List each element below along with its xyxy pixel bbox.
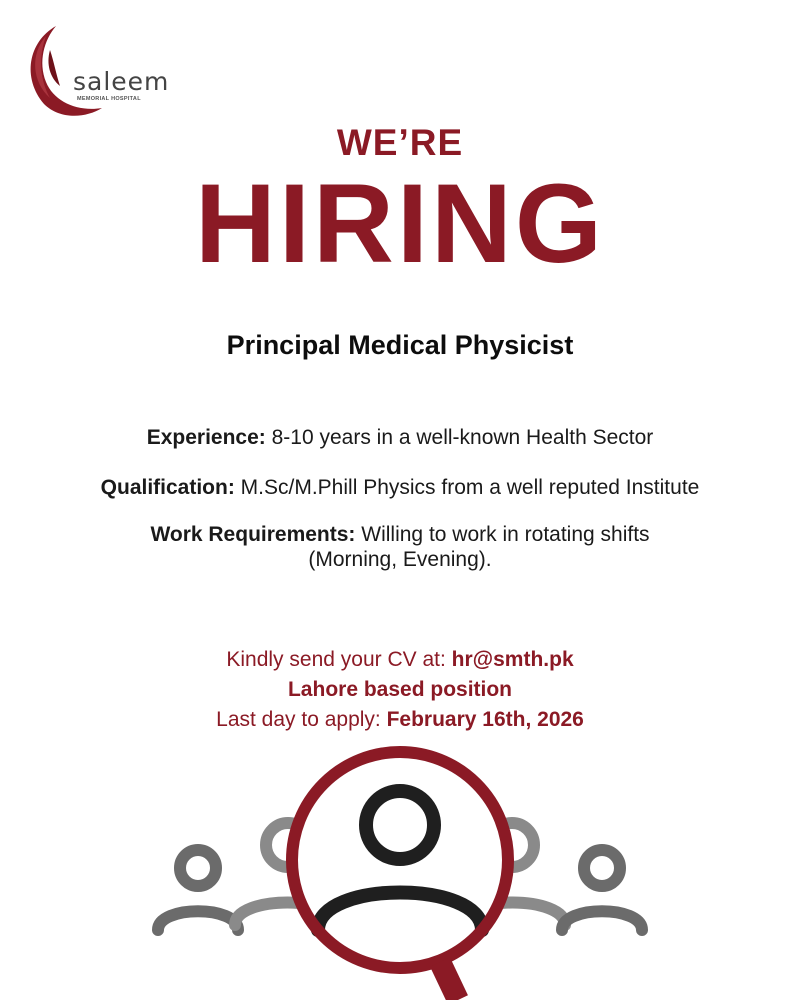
logo-wordmark: saleem (73, 67, 170, 96)
headline-were: WE’RE (336, 122, 464, 163)
location-note: Lahore based position (287, 678, 513, 701)
work-requirement (0, 522, 800, 572)
qualification-label: Qualification: (100, 476, 235, 499)
qualification-requirement (0, 475, 800, 500)
work-value-line1: Willing to work in rotating shifts (355, 523, 650, 546)
deadline-prefix: Last day to apply: (216, 708, 387, 731)
candidate-search-illustration (140, 730, 660, 1000)
work-value-line2: (Morning, Evening). (308, 548, 492, 571)
logo-subtitle: MEMORIAL HOSPITAL (77, 96, 141, 102)
person-icon (562, 850, 642, 930)
job-title: Principal Medical Physicist (226, 330, 574, 360)
work-label: Work Requirements: (150, 523, 356, 546)
hospital-logo (16, 20, 170, 120)
cv-instruction (0, 647, 800, 672)
deadline-line (0, 707, 800, 732)
deadline-date: February 16th, 2026 (386, 708, 584, 731)
headline-hiring: HIRING (195, 161, 605, 286)
cv-prefix: Kindly send your CV at: (226, 648, 452, 671)
experience-label: Experience: (146, 426, 266, 449)
qualification-value: M.Sc/M.Phill Physics from a well reputed Institute (234, 476, 700, 499)
person-icon (158, 850, 238, 930)
experience-value: 8-10 years in a well-known Health Sector (265, 426, 654, 449)
contact-email[interactable]: hr@smth.pk (451, 648, 574, 671)
experience-requirement (0, 425, 800, 450)
